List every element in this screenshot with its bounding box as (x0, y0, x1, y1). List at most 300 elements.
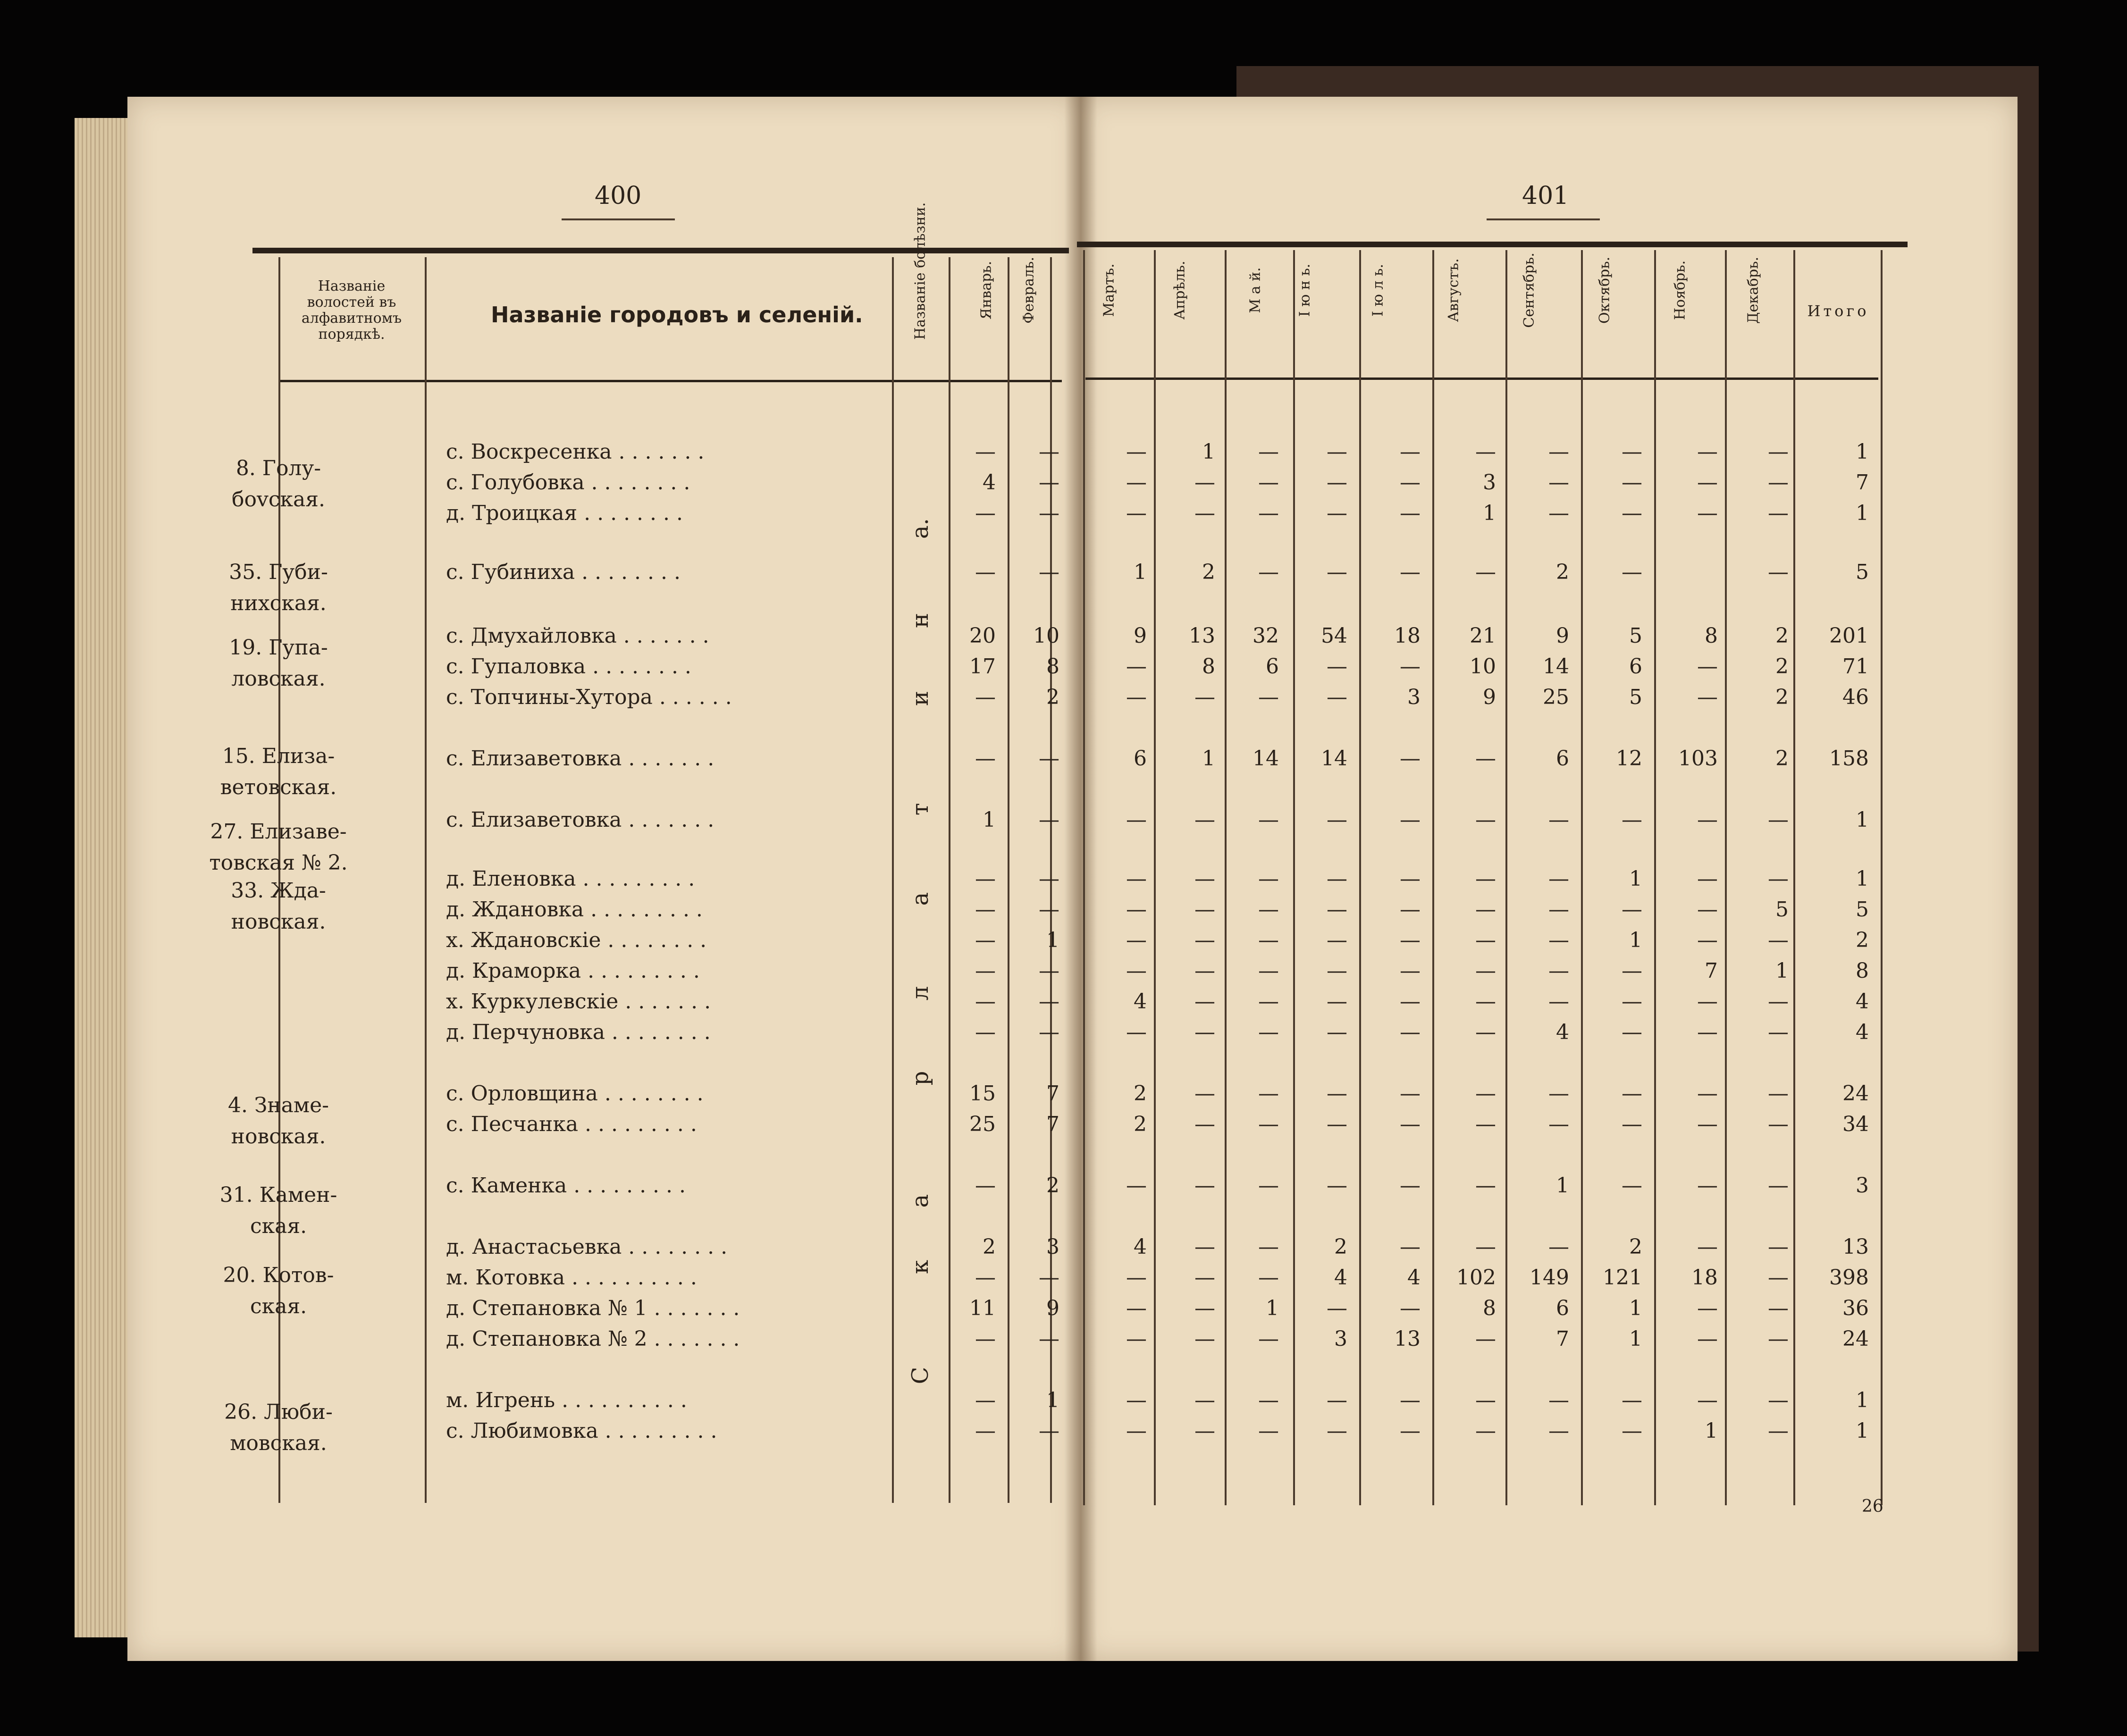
month-cell: — (1194, 1235, 1215, 1259)
month-cell: — (1768, 560, 1789, 584)
month-cell: — (1039, 1419, 1059, 1443)
volost-name: 8. Голу- боvская. (232, 456, 325, 512)
month-cell: — (1258, 501, 1279, 525)
month-cell: 5 (1629, 624, 1642, 648)
month-cell: — (1697, 928, 1718, 952)
month-header: Сентябрь. (1521, 252, 1538, 328)
month-cell: — (1548, 928, 1569, 952)
month-cell: — (1548, 440, 1569, 464)
month-cell: — (1548, 1112, 1569, 1136)
month-cell: — (1400, 746, 1421, 771)
towns-header: Названіе городовъ и селеній. (491, 302, 863, 327)
month-cell: — (1039, 501, 1059, 525)
month-cell: — (1258, 897, 1279, 922)
volost-name: 26. Люби- мовская. (224, 1400, 333, 1455)
month-cell: 1 (1705, 1419, 1718, 1443)
month-cell: 9 (1134, 624, 1147, 648)
month-cell: — (975, 746, 996, 771)
month-cell: — (1039, 1327, 1059, 1351)
month-cell: 4 (1334, 1266, 1347, 1290)
month-cell: 32 (1253, 624, 1279, 648)
month-cell: 4 (1407, 1266, 1421, 1290)
village-name: х. Куркулевскіе . . . . . . . (446, 990, 711, 1014)
month-cell: 9 (1046, 1296, 1059, 1320)
month-cell: — (975, 560, 996, 584)
village-name: с. Воскресенка . . . . . . . (446, 440, 705, 464)
month-cell: — (1039, 440, 1059, 464)
month-cell: 20 (969, 624, 996, 648)
village-name: м. Игрень . . . . . . . . . . (446, 1388, 687, 1412)
total-cell: 24 (1842, 1327, 1869, 1351)
total-cell: 398 (1829, 1266, 1869, 1290)
month-cell: — (1400, 897, 1421, 922)
village-name: д. Анастасьевка . . . . . . . . (446, 1235, 728, 1259)
month-header: Февраль. (1020, 257, 1037, 324)
total-cell: 13 (1842, 1235, 1869, 1259)
column-line (425, 257, 427, 1503)
month-cell: 4 (1556, 1020, 1569, 1044)
month-cell: — (1475, 959, 1496, 983)
month-cell: — (1697, 897, 1718, 922)
disease-letter: л (907, 986, 933, 1001)
total-header: Итого (1807, 302, 1869, 320)
month-cell: — (1400, 928, 1421, 952)
month-cell: 2 (1775, 746, 1789, 771)
month-cell: — (1039, 959, 1059, 983)
month-cell: — (1126, 440, 1147, 464)
month-cell: — (1768, 928, 1789, 952)
left-page-number-rule (562, 218, 675, 220)
total-cell: 1 (1856, 867, 1869, 891)
month-cell: — (1400, 470, 1421, 495)
month-header: Декабрь. (1745, 257, 1762, 324)
month-cell: — (1194, 928, 1215, 952)
month-cell: — (1327, 685, 1347, 709)
disease-letter: р (907, 1071, 933, 1086)
month-cell: — (1622, 959, 1642, 983)
month-cell: — (1327, 440, 1347, 464)
month-cell: 14 (1321, 746, 1347, 771)
volost-name: 35. Губи- нихская. (229, 560, 328, 615)
month-cell: 13 (1189, 624, 1215, 648)
month-cell: 1 (1629, 867, 1642, 891)
village-name: х. Ждановскіе . . . . . . . . (446, 928, 707, 952)
month-cell: — (1126, 685, 1147, 709)
volost-name: 15. Елиза- ветовская. (220, 744, 337, 799)
total-cell: 1 (1856, 1388, 1869, 1412)
disease-letter: т (907, 803, 933, 816)
total-cell: 8 (1856, 959, 1869, 983)
month-cell: 7 (1046, 1112, 1059, 1136)
disease-header: Названіе болѣзни. (912, 202, 929, 340)
total-cell: 5 (1856, 897, 1869, 922)
month-cell: 1 (1775, 959, 1789, 983)
month-cell: 1 (1046, 928, 1059, 952)
month-cell: — (975, 1327, 996, 1351)
month-cell: — (1768, 808, 1789, 832)
month-cell: 1 (1629, 928, 1642, 952)
month-cell: — (1258, 1327, 1279, 1351)
month-cell: 4 (983, 470, 996, 495)
month-cell: 2 (1202, 560, 1215, 584)
month-cell: 5 (1775, 897, 1789, 922)
header-rule-right (1085, 377, 1878, 380)
month-cell: — (1327, 867, 1347, 891)
month-cell: — (1622, 440, 1642, 464)
month-cell: — (1548, 959, 1569, 983)
month-cell: — (1327, 654, 1347, 679)
month-cell: — (1327, 1419, 1347, 1443)
month-cell: 1 (1266, 1296, 1279, 1320)
month-cell: — (1548, 897, 1569, 922)
month-cell: — (1622, 897, 1642, 922)
month-cell: — (1768, 470, 1789, 495)
month-cell: — (1768, 1388, 1789, 1412)
disease-letter: а (907, 1194, 933, 1208)
month-cell: — (1548, 867, 1569, 891)
month-cell: — (1548, 1419, 1569, 1443)
month-cell: — (975, 928, 996, 952)
month-cell: — (1327, 1020, 1347, 1044)
volost-name: 20. Котов- ская. (223, 1263, 334, 1318)
month-cell: 8 (1483, 1296, 1496, 1320)
village-name: с. Песчанка . . . . . . . . . (446, 1112, 697, 1136)
month-cell: — (1258, 685, 1279, 709)
month-cell: — (1126, 1174, 1147, 1198)
month-header: І ю н ь. (1296, 263, 1313, 317)
month-cell: — (1622, 1020, 1642, 1044)
month-cell: 1 (1202, 440, 1215, 464)
month-cell: 2 (1775, 624, 1789, 648)
total-cell: 4 (1856, 990, 1869, 1014)
month-cell: — (1400, 959, 1421, 983)
month-cell: — (1622, 1112, 1642, 1136)
volost-header: Названіе волостей въ алфавитномъ порядкѣ. (301, 278, 402, 343)
month-cell: — (1768, 1112, 1789, 1136)
total-cell: 1 (1856, 501, 1869, 525)
disease-letter: а (907, 892, 933, 906)
month-cell: — (1400, 654, 1421, 679)
month-cell: — (975, 1388, 996, 1412)
volost-name: 33. Жда- новская. (231, 879, 326, 934)
month-cell: — (1126, 867, 1147, 891)
month-cell: 1 (1483, 501, 1496, 525)
month-cell: — (1400, 1082, 1421, 1106)
month-cell: — (975, 1266, 996, 1290)
month-cell: — (1126, 928, 1147, 952)
month-cell: 13 (1394, 1327, 1421, 1351)
month-cell: — (1126, 897, 1147, 922)
month-cell: — (1697, 685, 1718, 709)
disease-letter: и (907, 691, 933, 706)
month-cell: — (1697, 867, 1718, 891)
month-cell: — (1768, 501, 1789, 525)
month-cell: 8 (1202, 654, 1215, 679)
month-cell: — (1194, 1296, 1215, 1320)
month-cell: — (1475, 1388, 1496, 1412)
month-cell: — (1475, 897, 1496, 922)
month-cell: — (1768, 1174, 1789, 1198)
month-cell: 8 (1705, 624, 1718, 648)
month-cell: — (1039, 808, 1059, 832)
disease-letter: н (907, 613, 933, 628)
month-cell: — (1126, 1327, 1147, 1351)
month-cell: — (1697, 1388, 1718, 1412)
month-cell: — (1475, 928, 1496, 952)
month-cell: 6 (1629, 654, 1642, 679)
month-cell: — (1126, 1266, 1147, 1290)
month-cell: — (1475, 1235, 1496, 1259)
month-cell: — (1327, 1082, 1347, 1106)
column-line (892, 257, 894, 1503)
month-cell: 2 (1334, 1235, 1347, 1259)
month-cell: — (1475, 1020, 1496, 1044)
village-name: д. Степановка № 1 . . . . . . . (446, 1296, 740, 1320)
month-cell: 2 (1775, 654, 1789, 679)
month-cell: — (1548, 1082, 1569, 1106)
month-cell: — (1258, 1020, 1279, 1044)
month-cell: — (1475, 440, 1496, 464)
month-cell: — (1258, 1112, 1279, 1136)
month-cell: — (1697, 1112, 1718, 1136)
village-name: с. Орловщина . . . . . . . . (446, 1082, 704, 1106)
month-header: Апрѣль. (1171, 260, 1188, 320)
month-cell: — (975, 959, 996, 983)
month-cell: 17 (969, 654, 996, 679)
month-cell: 7 (1556, 1327, 1569, 1351)
month-cell: 102 (1456, 1266, 1496, 1290)
month-cell: 14 (1543, 654, 1569, 679)
month-cell: — (1400, 990, 1421, 1014)
month-cell: — (975, 501, 996, 525)
total-cell: 2 (1856, 928, 1869, 952)
month-cell: — (1548, 1388, 1569, 1412)
month-cell: — (1400, 1174, 1421, 1198)
month-cell: — (1327, 897, 1347, 922)
total-cell: 158 (1829, 746, 1869, 771)
village-name: с. Голубовка . . . . . . . . (446, 470, 690, 495)
month-cell: — (975, 1419, 996, 1443)
month-cell: — (1475, 1419, 1496, 1443)
month-cell: 21 (1470, 624, 1496, 648)
month-cell: 2 (1134, 1112, 1147, 1136)
month-cell: — (1768, 990, 1789, 1014)
month-cell: — (1475, 808, 1496, 832)
month-cell: — (1194, 959, 1215, 983)
month-cell: 3 (1334, 1327, 1347, 1351)
month-cell: — (1039, 1020, 1059, 1044)
month-cell: — (1258, 808, 1279, 832)
month-cell: — (1548, 470, 1569, 495)
total-cell: 1 (1856, 1419, 1869, 1443)
right-page-number: 401 (1522, 182, 1569, 210)
month-cell: — (1697, 1327, 1718, 1351)
month-cell: — (1475, 990, 1496, 1014)
month-cell: — (1475, 1174, 1496, 1198)
column-line (1793, 250, 1795, 1505)
month-cell: — (975, 440, 996, 464)
village-name: с. Гупаловка . . . . . . . . (446, 654, 691, 679)
month-cell: — (1039, 1266, 1059, 1290)
month-cell: — (1258, 1235, 1279, 1259)
top-rule-right (1077, 242, 1908, 247)
month-cell: — (1194, 897, 1215, 922)
month-cell: — (1327, 470, 1347, 495)
month-cell: — (1697, 501, 1718, 525)
month-cell: — (1126, 808, 1147, 832)
page-edges (75, 118, 136, 1637)
disease-letter: С (907, 1367, 933, 1384)
month-cell: — (1768, 867, 1789, 891)
village-name: д. Перчуновка . . . . . . . . (446, 1020, 711, 1044)
month-cell: — (1400, 1235, 1421, 1259)
month-cell: 121 (1603, 1266, 1642, 1290)
month-cell: — (1697, 808, 1718, 832)
village-name: с. Губиниха . . . . . . . . (446, 560, 681, 584)
village-name: д. Краморка . . . . . . . . . (446, 959, 700, 983)
month-cell: — (1697, 1020, 1718, 1044)
month-cell: — (1768, 1419, 1789, 1443)
month-cell: — (1697, 1174, 1718, 1198)
village-name: с. Елизаветовка . . . . . . . (446, 808, 715, 832)
month-cell: — (1258, 1388, 1279, 1412)
month-cell: — (1622, 1174, 1642, 1198)
month-cell: — (1194, 470, 1215, 495)
month-cell: — (1258, 440, 1279, 464)
month-cell: 10 (1470, 654, 1496, 679)
month-cell: 9 (1556, 624, 1569, 648)
month-cell: 1 (1046, 1388, 1059, 1412)
village-name: с. Елизаветовка . . . . . . . (446, 746, 715, 771)
month-cell: 6 (1556, 746, 1569, 771)
month-cell: 103 (1678, 746, 1718, 771)
month-cell: 1 (983, 808, 996, 832)
month-cell: 3 (1046, 1235, 1059, 1259)
month-cell: 2 (1046, 1174, 1059, 1198)
month-cell: — (1475, 746, 1496, 771)
month-header: Октябрь. (1596, 257, 1613, 324)
month-cell: 10 (1033, 624, 1059, 648)
disease-letter: к (907, 1260, 933, 1274)
month-cell: — (1194, 1082, 1215, 1106)
month-cell: — (1126, 501, 1147, 525)
month-cell: 1 (1629, 1296, 1642, 1320)
month-cell: 2 (1134, 1082, 1147, 1106)
month-cell: 6 (1266, 654, 1279, 679)
month-cell: 11 (969, 1296, 996, 1320)
month-cell: 2 (1556, 560, 1569, 584)
month-cell: — (1327, 1112, 1347, 1136)
month-cell: — (1327, 1388, 1347, 1412)
month-cell: 6 (1556, 1296, 1569, 1320)
top-rule-left (252, 248, 1069, 253)
month-cell: — (1194, 1388, 1215, 1412)
month-cell: — (1194, 1020, 1215, 1044)
month-cell: — (1475, 1327, 1496, 1351)
month-cell: 149 (1530, 1266, 1569, 1290)
month-header: І ю л ь. (1370, 264, 1387, 317)
month-cell: — (1258, 990, 1279, 1014)
month-cell: — (1126, 1296, 1147, 1320)
left-page-number: 400 (595, 182, 642, 210)
disease-letter: а. (907, 518, 933, 539)
month-cell: — (1622, 1419, 1642, 1443)
month-cell: — (975, 685, 996, 709)
total-cell: 3 (1856, 1174, 1869, 1198)
month-cell: — (1768, 1235, 1789, 1259)
month-cell: — (1327, 990, 1347, 1014)
village-name: с. Любимовка . . . . . . . . . (446, 1419, 717, 1443)
month-cell: — (1194, 1419, 1215, 1443)
month-cell: — (1194, 867, 1215, 891)
village-name: д. Степановка № 2 . . . . . . . (446, 1327, 740, 1351)
month-cell: — (1258, 959, 1279, 983)
month-cell: — (1258, 560, 1279, 584)
month-cell: — (1768, 440, 1789, 464)
month-cell: — (1622, 470, 1642, 495)
month-header: Мартъ. (1101, 263, 1118, 317)
month-cell: — (1475, 1112, 1496, 1136)
volost-name: 4. Знаме- новская. (227, 1093, 329, 1149)
month-cell: — (1475, 560, 1496, 584)
month-cell: — (1194, 1112, 1215, 1136)
month-cell: — (1194, 808, 1215, 832)
month-cell: 1 (1134, 560, 1147, 584)
village-name: д. Еленовка . . . . . . . . . (446, 867, 695, 891)
month-cell: 1 (1629, 1327, 1642, 1351)
signature-mark: 26 (1862, 1497, 1883, 1516)
month-cell: — (1697, 1235, 1718, 1259)
month-cell: — (975, 990, 996, 1014)
month-cell: 6 (1134, 746, 1147, 771)
month-cell: — (1039, 867, 1059, 891)
month-cell: — (1622, 560, 1642, 584)
month-cell: — (1194, 1266, 1215, 1290)
column-line (1881, 250, 1883, 1505)
month-cell: 3 (1407, 685, 1421, 709)
month-cell: 4 (1134, 1235, 1147, 1259)
month-cell: 5 (1629, 685, 1642, 709)
total-cell: 4 (1856, 1020, 1869, 1044)
month-cell: — (1697, 654, 1718, 679)
month-cell: — (1327, 928, 1347, 952)
month-cell: — (1622, 990, 1642, 1014)
village-name: д. Троицкая . . . . . . . . (446, 501, 683, 525)
month-cell: — (1768, 1082, 1789, 1106)
month-cell: — (1039, 990, 1059, 1014)
village-name: с. Дмухайловка . . . . . . . (446, 624, 709, 648)
month-cell: — (1400, 560, 1421, 584)
month-cell: — (1622, 1388, 1642, 1412)
total-cell: 201 (1829, 624, 1869, 648)
month-cell: 4 (1134, 990, 1147, 1014)
total-cell: 7 (1856, 470, 1869, 495)
month-cell: — (1194, 990, 1215, 1014)
month-cell: — (1126, 654, 1147, 679)
month-cell: — (1126, 1388, 1147, 1412)
month-cell: 12 (1616, 746, 1642, 771)
month-cell: — (1039, 560, 1059, 584)
month-cell: 25 (1543, 685, 1569, 709)
month-cell: 18 (1691, 1266, 1718, 1290)
volost-name: 31. Камен- ская. (219, 1183, 337, 1238)
month-cell: 9 (1483, 685, 1496, 709)
month-cell: — (1697, 1082, 1718, 1106)
month-cell: 2 (983, 1235, 996, 1259)
month-cell: — (1194, 1174, 1215, 1198)
total-cell: 1 (1856, 808, 1869, 832)
month-cell: — (1126, 1419, 1147, 1443)
